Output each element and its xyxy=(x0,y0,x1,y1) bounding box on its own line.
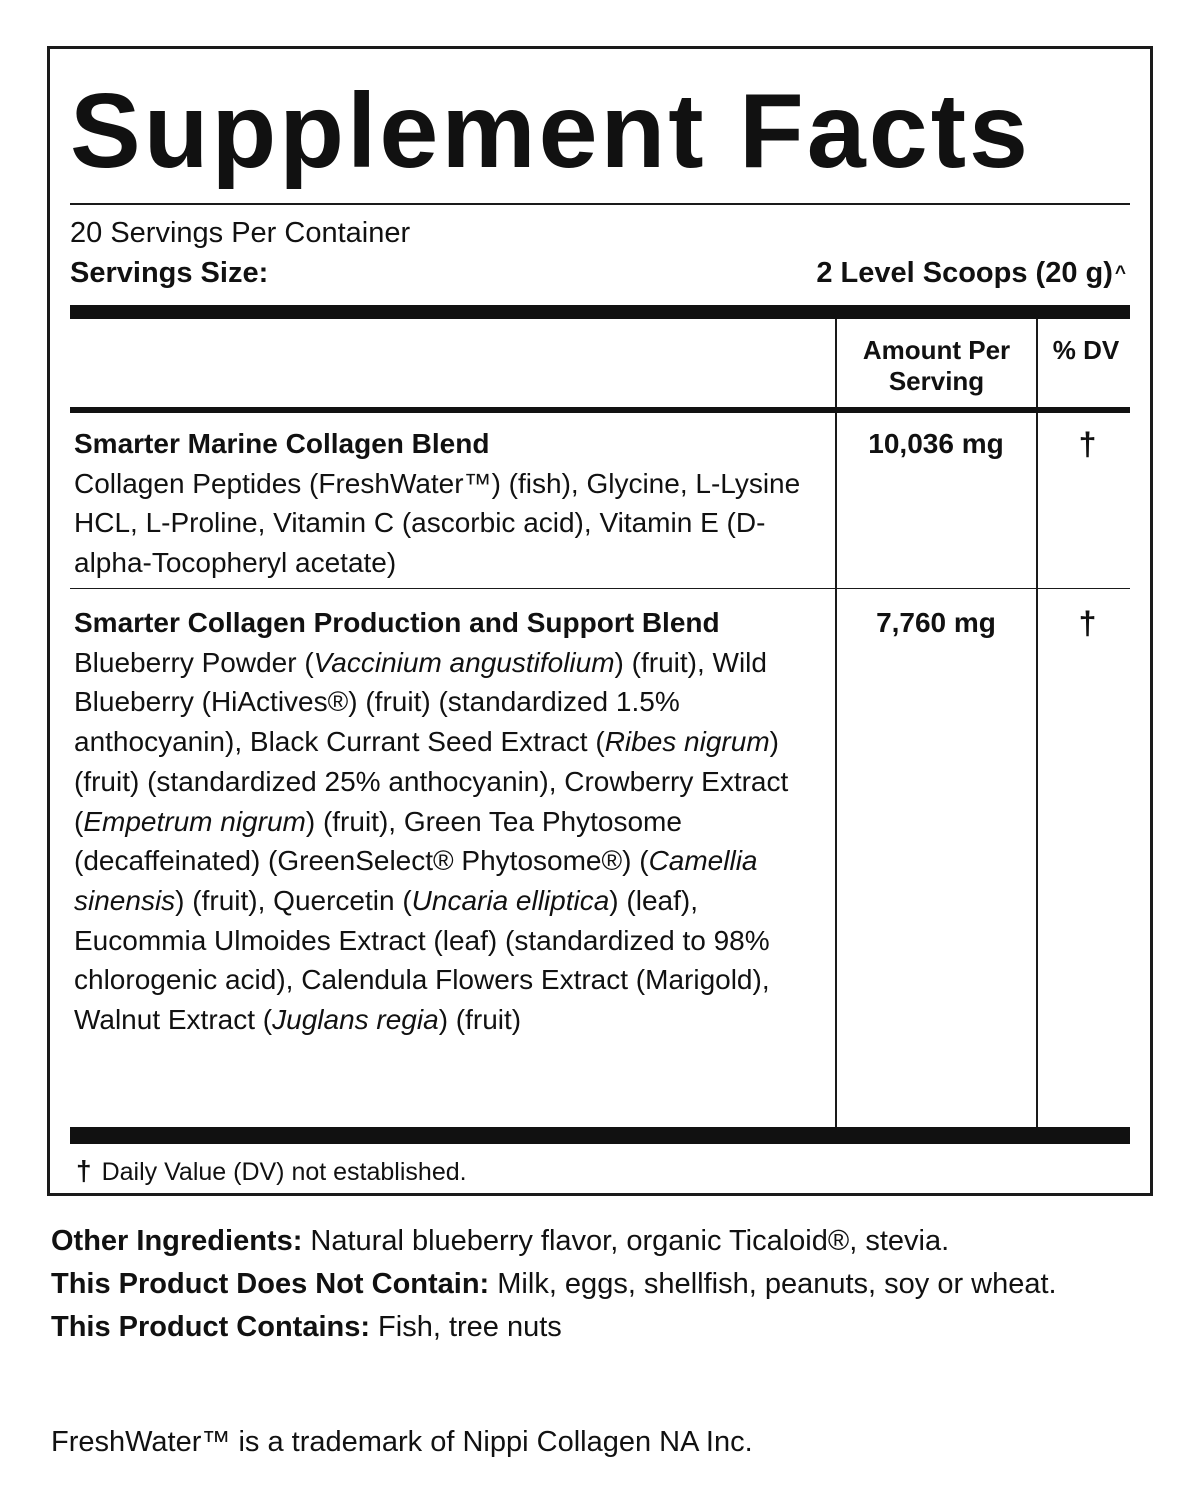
does-not-contain xyxy=(51,1263,1061,1306)
serving-size-amount: 2 Level Scoops (20 g) xyxy=(816,257,1113,289)
ingredient-latin: Uncaria elliptica xyxy=(411,884,610,916)
serving-size-value xyxy=(816,257,1126,290)
other-ingredients xyxy=(51,1220,1151,1263)
blend-row-production xyxy=(74,603,812,1040)
ingredient-notes xyxy=(51,1220,1151,1349)
ingredient-text: ) (fruit) xyxy=(438,1004,522,1036)
ingredient-latin: Camellia sinensis xyxy=(74,845,758,916)
footnote-text: Daily Value (DV) not established. xyxy=(101,1158,467,1186)
blend-divider xyxy=(70,588,1130,589)
title-divider xyxy=(70,203,1130,205)
trademark-notice: FreshWater™ is a trademark of Nippi Collagen NA Inc. xyxy=(51,1426,753,1458)
blend-amount: 10,036 mg xyxy=(868,428,1004,459)
dagger-icon: † xyxy=(1078,605,1097,641)
ingredient-text: Blueberry Powder ( xyxy=(74,646,314,678)
other-ingredients-label: Other Ingredients: xyxy=(51,1225,303,1257)
blend-amount: 7,760 mg xyxy=(876,607,996,638)
blend-ingredients: Collagen Peptides (FreshWater™) (fish), Glycine, L-Lysine HCL, L-Proline, Vitamin C (ascorbic acid), Vitamin E (D-alpha-Tocopheryl acetate) xyxy=(74,467,801,579)
ingredient-latin: Vaccinium angustifolium xyxy=(313,646,615,678)
amount-header-line2: Serving xyxy=(888,366,985,396)
header-divider-thick xyxy=(70,305,1130,319)
ingredient-latin: Juglans regia xyxy=(272,1004,439,1036)
amount-header-line1: Amount Per xyxy=(862,335,1011,365)
ingredient-text: ) (leaf), Eucommia Ulmoides Extract (leaf) (standardized to 98% chlorogenic acid), Calendula Flowers Extract (Marigold), Walnut Extract ( xyxy=(74,884,770,1036)
ingredient-text: ) (fruit), Wild Blueberry (HiActives®) (fruit) (standardized 1.5% anthocyanin), Black Currant Seed Extract ( xyxy=(74,646,767,758)
does-not-contain-text: Milk, eggs, shellfish, peanuts, soy or wheat. xyxy=(489,1268,1057,1300)
panel-title: Supplement Facts xyxy=(70,72,1031,190)
ingredient-text: ) (fruit), Green Tea Phytosome (decaffeinated) (GreenSelect® Phytosome®) ( xyxy=(74,805,682,877)
blend-row-marine xyxy=(74,424,812,583)
contains-text: Fish, tree nuts xyxy=(370,1311,562,1343)
servings-per-container: 20 Servings Per Container xyxy=(70,217,411,249)
blend-name: Smarter Collagen Production and Support Blend xyxy=(74,607,720,638)
blend-name: Smarter Marine Collagen Blend xyxy=(74,428,490,459)
contains-label: This Product Contains: xyxy=(51,1311,370,1343)
ingredient-text: ) (fruit), Quercetin ( xyxy=(175,884,412,916)
other-ingredients-text: Natural blueberry flavor, organic Ticaloid®, stevia. xyxy=(302,1225,950,1257)
table-bottom-divider xyxy=(70,1127,1130,1144)
dv-column-rule xyxy=(1036,319,1038,1127)
supplement-facts-panel xyxy=(47,46,1153,1196)
ingredient-latin: Ribes nigrum xyxy=(604,726,770,758)
dagger-icon: † xyxy=(1078,426,1097,462)
serving-size-mark: ^ xyxy=(1114,263,1126,284)
ingredient-text: ) (fruit) (standardized 25% anthocyanin), Crowberry Extract ( xyxy=(74,726,789,837)
does-not-contain-label: This Product Does Not Contain: xyxy=(51,1268,490,1300)
ingredient-latin: Empetrum nigrum xyxy=(83,805,306,837)
dv-footnote xyxy=(76,1155,467,1187)
dagger-icon: † xyxy=(76,1155,92,1186)
contains xyxy=(51,1306,1151,1349)
amount-per-serving-header xyxy=(837,335,1036,397)
dv-header: % DV xyxy=(1052,335,1120,365)
serving-size-label: Servings Size: xyxy=(70,257,269,289)
column-header-divider xyxy=(70,407,1130,413)
